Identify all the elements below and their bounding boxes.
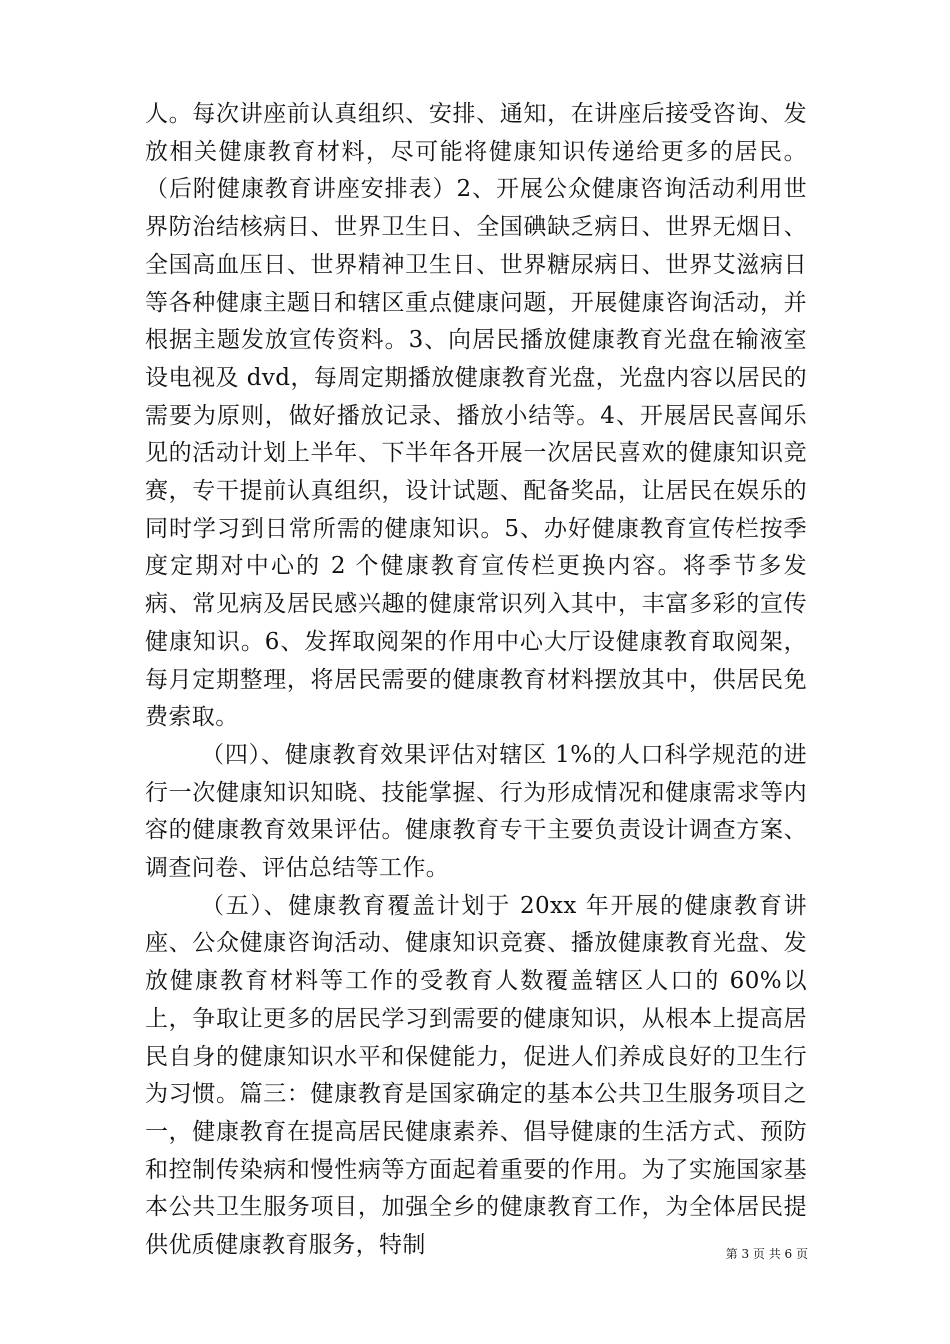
paragraph-continuation: 人。每次讲座前认真组织、安排、通知，在讲座后接受咨询、发放相关健康教育材料，尽可能将健康知识传递给更多的居民。（后附健康教育讲座安排表）2、开展公众健康咨询活动利用世界防治结核病日、世界卫生日、全国碘缺乏病日、世界无烟日、全国高血压日、世界精神卫生日、世界糖尿病日、世界艾滋病日等各种健康主题日和辖区重点健康问题，开展健康咨询活动，并根据主题发放宣传资料。3、向居民播放健康教育光盘在输液室设电视及 dvd，每周定期播放健康教育光盘，光盘内容以居民的需要为原则，做好播放记录、播放小结等。4、开展居民喜闻乐见的活动计划上半年、下半年各开展一次居民喜欢的健康知识竞赛，专干提前认真组织，设计试题、配备奖品，让居民在娱乐的同时学习到日常所需的健康知识。5、办好健康教育宣传栏按季度定期对中心的 2 个健康教育宣传栏更换内容。将季节多发病、常见病及居民感兴趣的健康常识列入其中，丰富多彩的宣传健康知识。6、发挥取阅架的作用中心大厅设健康教育取阅架，每月定期整理，将居民需要的健康教育材料摆放其中，供居民免费索取。 — [145, 101, 807, 731]
paragraph-section-four: （四）、健康教育效果评估对辖区 1%的人口科学规范的进行一次健康知识知晓、技能掌握、行为形成情况和健康需求等内容的健康教育效果评估。健康教育专干主要负责设计调查方案、调查问卷、评估总结等工作。 — [145, 741, 807, 882]
document-body — [145, 96, 807, 1265]
page-number-footer: 第 3 页 共 6 页 — [725, 1247, 808, 1261]
paragraph-section-five: （五）、健康教育覆盖计划于 20xx 年开展的健康教育讲座、公众健康咨询活动、健康知识竞赛、播放健康教育光盘、发放健康教育材料等工作的受教育人数覆盖辖区人口的 60%以上，争取让更多的居民学习到需要的健康知识，从根本上提高居民自身的健康知识水平和保健能力，促进人们养成良好的卫生行为习惯。篇三：健康教育是国家确定的基本公共卫生服务项目之一，健康教育在提高居民健康素养、倡导健康的生活方式、预防和控制传染病和慢性病等方面起着重要的作用。为了实施国家基本公共卫生服务项目，加强全乡的健康教育工作，为全体居民提供优质健康教育服务，特制 — [145, 892, 807, 1259]
